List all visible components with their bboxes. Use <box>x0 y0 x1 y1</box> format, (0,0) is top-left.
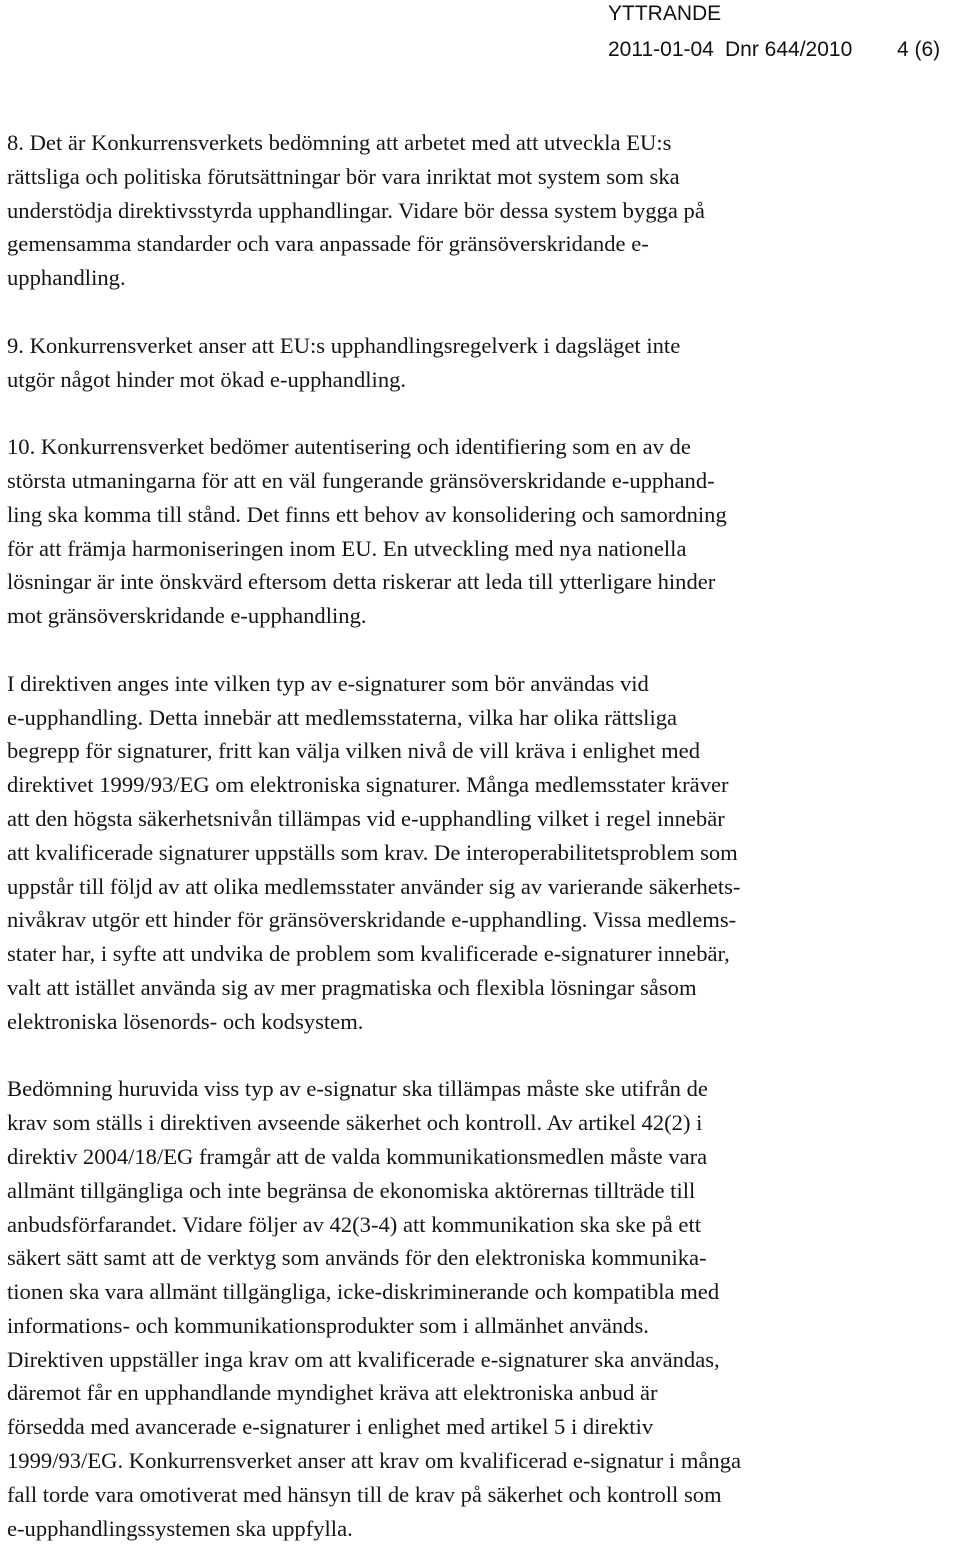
paragraph-spacer <box>7 633 952 667</box>
paragraph-9: 9. Konkurrensverket anser att EU:s upphandlingsregelverk i dagsläget inte utgör något hinder mot ökad e-upphandling. <box>7 332 681 392</box>
paragraph-spacer <box>7 1039 952 1073</box>
page-number: 4 (6) <box>897 38 941 61</box>
paragraph-spacer <box>7 396 952 430</box>
document-type: YTTRANDE <box>608 2 722 25</box>
paragraph-10: 10. Konkurrensverket bedömer autentisering och identifiering som en av de största utmaningarna för att en väl fungerande gränsöverskridande e-upphand- ling ska komma till stånd. Det finns ett behov av konsolidering och samordning för att främja harmoniseringen inom EU. En utveckling med nya nationella lösningar är inte önskvärd eftersom detta riskerar att leda till ytterligare hinder mot gränsöverskridande e-upphandling. <box>7 434 727 629</box>
document-body <box>7 126 952 1545</box>
paragraph-spacer <box>7 295 952 329</box>
document-meta <box>608 32 940 68</box>
paragraph-assessment: Bedömning huruvida viss typ av e-signatur ska tillämpas måste ske utifrån de krav som ställs i direktiven avseende säkerhet och kontroll. Av artikel 42(2) i direktiv 2004/18/EG framgår att de valda kommunikationsmedlen måste vara allmänt tillgängliga och inte begränsa de ekonomiska aktörernas tillträde till anbudsförfarandet. Vidare följer av 42(3-4) att kommunikation ska ske på ett säkert sätt samt att de verktyg som används för den elektroniska kommunika- tionen ska vara allmänt tillgängliga, icke-diskriminerande och kompatibla med informations- och kommunikationsprodukter som i allmänhet används. Direktiven uppställer inga krav om att kvalificerade e-signaturer ska användas, däremot får en upphandlande myndighet kräva att elektroniska anbud är försedda med avancerade e-signaturer i enlighet med artikel 5 i direktiv 1999/93/EG. Konkurrensverket anser att krav om kvalificerad e-signatur i många fall torde vara omotiverat med hänsyn till de krav på säkerhet och kontroll som e-upphandlingssystemen ska uppfylla. <box>7 1076 742 1541</box>
document-date: 2011-01-04 <box>608 38 714 61</box>
document-dnr: Dnr 644/2010 <box>725 38 853 61</box>
paragraph-e-signatures: I direktiven anges inte vilken typ av e-signaturer som bör användas vid e-upphandling. Detta innebär att medlemsstaterna, vilka har olika rättsliga begrepp för signaturer, fritt kan välja vilken nivå de vill kräva i enlighet med direktivet 1999/93/EG om elektroniska signaturer. Många medlemsstater kräver att den högsta säkerhetsnivån tillämpas vid e-upphandling vilket i regel innebär att kvalificerade signaturer uppställs som krav. De interoperabilitetsproblem som uppstår till följd av att olika medlemsstater använder sig av varierande säkerhets- nivåkrav utgör ett hinder för gränsöverskridande e-upphandling. Vissa medlems- stater har, i syfte att undvika de problem som kvalificerade e-signaturer innebär, valt att istället använda sig av mer pragmatiska och flexibla lösningar såsom elektroniska lösenords- och kodsystem. <box>7 670 741 1034</box>
paragraph-8: 8. Det är Konkurrensverkets bedömning att arbetet med att utveckla EU:s rättsliga och politiska förutsättningar bör vara inriktat mot system som ska understödja direktivsstyrda upphandlingar. Vidare bör dessa system bygga på gemensamma standarder och vara anpassade för gränsöverskridande e- upphandling. <box>7 130 705 291</box>
